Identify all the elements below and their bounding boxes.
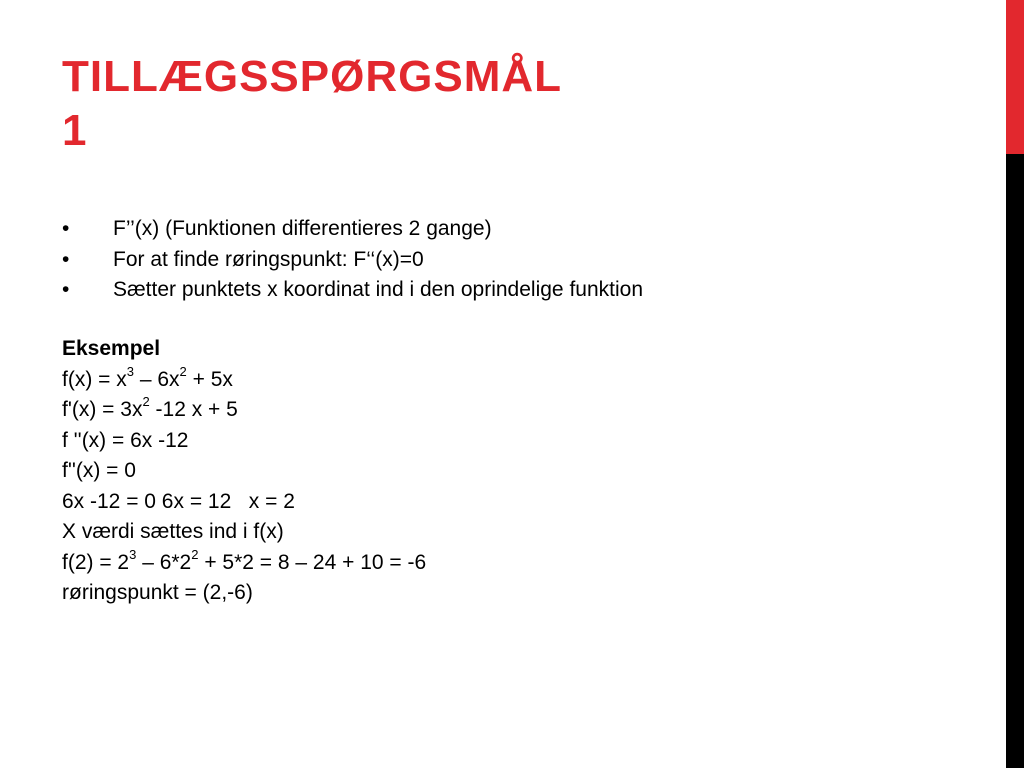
- example-block: [62, 334, 426, 609]
- bullet-text: F’’(x) (Funktionen differentieres 2 gange): [113, 217, 492, 240]
- exponent: 3: [129, 546, 137, 562]
- example-line-solve: 6x -12 = 0 6x = 12 x = 2: [62, 489, 295, 513]
- example-text: f(x) = x: [62, 367, 127, 391]
- side-accent-bar-black: [1006, 154, 1024, 768]
- bullet-item: [62, 245, 643, 276]
- side-accent-bar-red: [1006, 0, 1024, 154]
- example-text: – 6*2: [136, 550, 192, 574]
- example-heading: Eksempel: [62, 337, 161, 360]
- bullet-text: For at finde røringspunkt: F‘‘(x)=0: [113, 247, 424, 271]
- bullet-icon: •: [62, 217, 70, 240]
- exponent: 3: [126, 363, 134, 379]
- example-line-second-derivative: f ''(x) = 6x -12: [62, 428, 189, 452]
- slide-title: [62, 50, 942, 158]
- example-line-equation: f''(x) = 0: [62, 459, 136, 482]
- bullet-list: [62, 214, 643, 306]
- exponent: 2: [142, 394, 150, 409]
- example-text: + 5x: [186, 367, 233, 391]
- bullet-text: Sætter punktets x koordinat ind i den oprindelige funktion: [113, 278, 643, 301]
- exponent: 2: [179, 363, 187, 379]
- example-line-function: [62, 365, 426, 396]
- bullet-item: [62, 275, 643, 306]
- example-text: f(2) = 2: [62, 550, 130, 574]
- slide-title-line-1: TILLÆGSSPØRGSMÅL: [62, 52, 562, 101]
- example-text: + 5*2 = 8 – 24 + 10 = -6: [198, 550, 427, 574]
- bullet-item: [62, 214, 643, 245]
- example-line-instruction: X værdi sættes ind i f(x): [62, 520, 284, 543]
- example-line-first-derivative: [62, 395, 426, 426]
- example-text: -12 x + 5: [149, 398, 238, 421]
- example-text: – 6x: [134, 367, 180, 391]
- exponent: 2: [191, 546, 199, 562]
- example-line-result: røringspunkt = (2,-6): [62, 581, 253, 604]
- slide-title-line-2: 1: [62, 106, 88, 155]
- bullet-icon: •: [62, 278, 70, 301]
- example-text: f'(x) = 3x: [62, 398, 143, 421]
- bullet-icon: •: [62, 247, 70, 271]
- example-line-evaluation: [62, 548, 426, 579]
